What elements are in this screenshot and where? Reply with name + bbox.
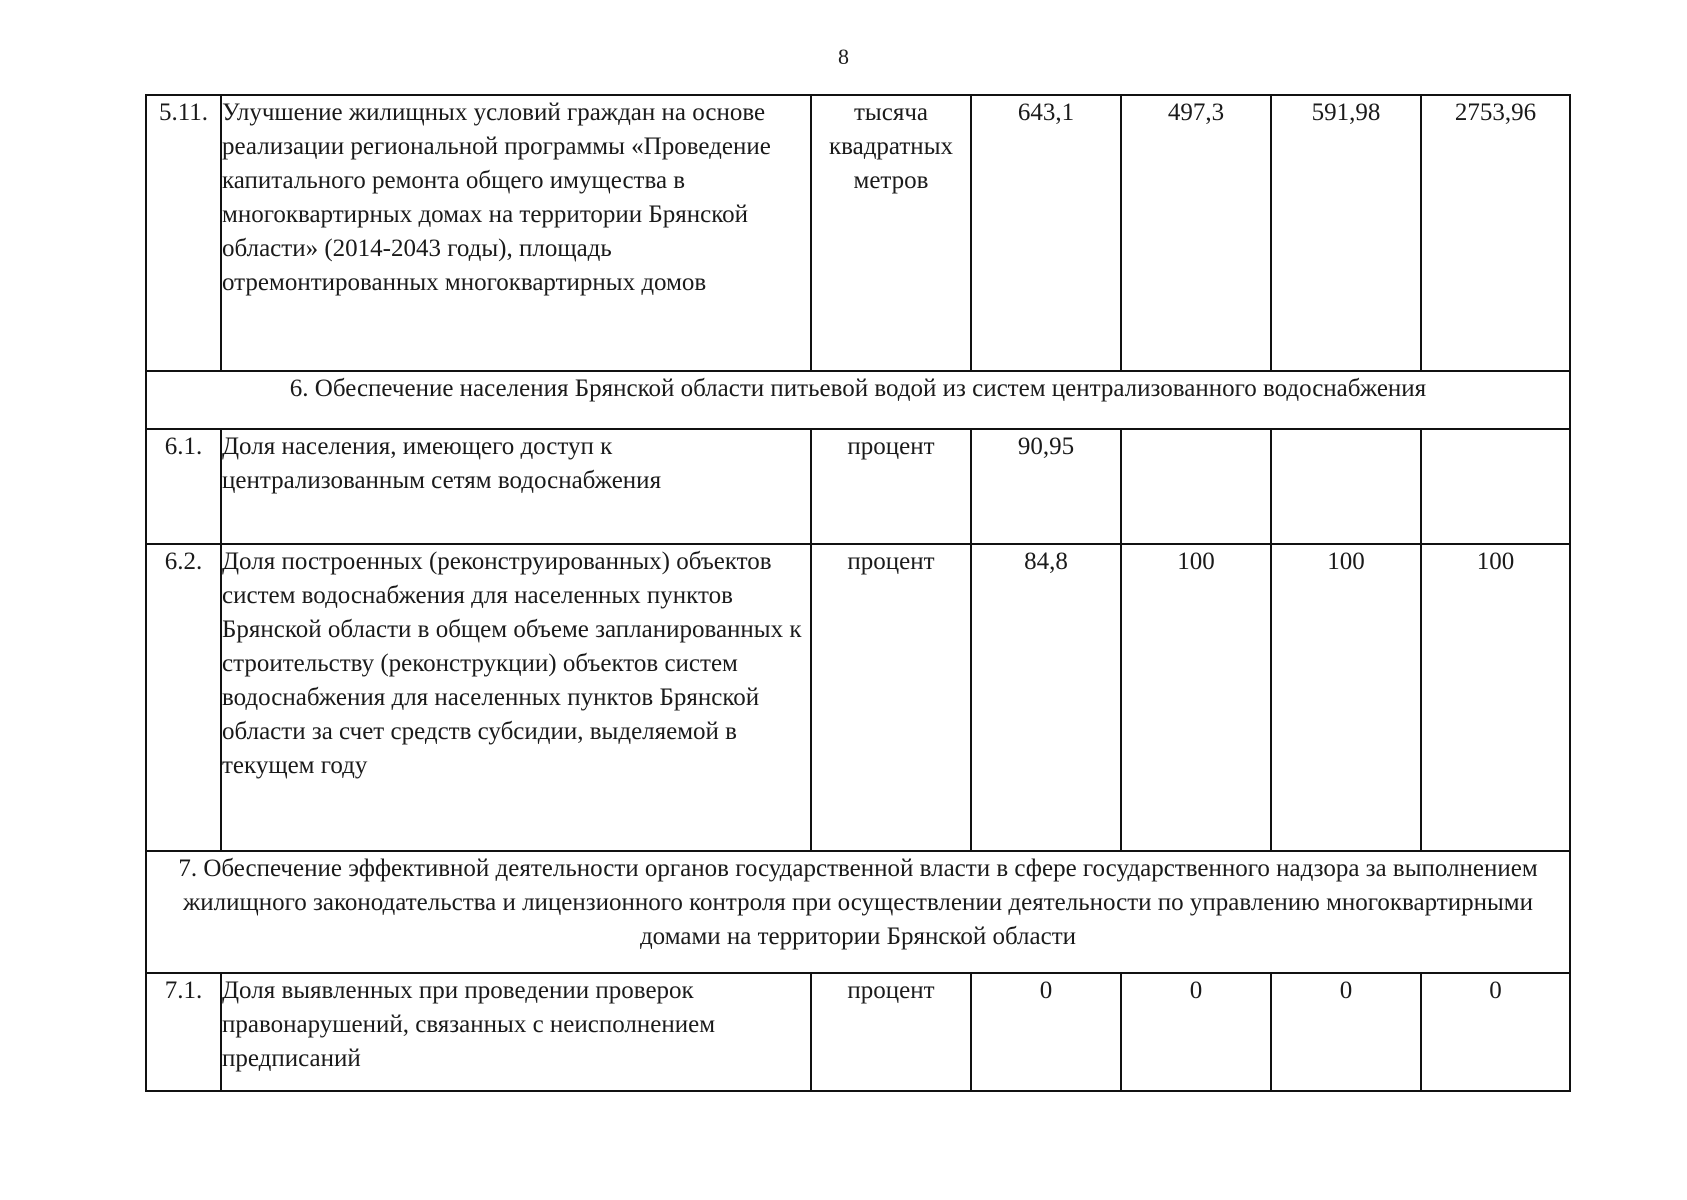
value-cell: 497,3: [1121, 95, 1271, 371]
value-cell: 591,98: [1271, 95, 1421, 371]
value-cell: 0: [971, 973, 1121, 1091]
indicator-name: Доля населения, имеющего доступ к централизованным сетям водоснабжения: [221, 429, 811, 544]
unit-of-measure: процент: [811, 544, 971, 851]
value-cell: 84,8: [971, 544, 1121, 851]
indicator-name: Доля построенных (реконструированных) объектов систем водоснабжения для населенных пунктов Брянской области в общем объеме запланированных к строительству (реконструкции) объектов систем водоснабжения для населенных пунктов Брянской области за счет средств субсидии, выделяемой в текущем году: [221, 544, 811, 851]
unit-of-measure: тысяча квадратных метров: [811, 95, 971, 371]
value-cell: 643,1: [971, 95, 1121, 371]
indicator-name: Доля выявленных при проведении проверок правонарушений, связанных с неисполнением предписаний: [221, 973, 811, 1091]
value-cell: 90,95: [971, 429, 1121, 544]
unit-of-measure: процент: [811, 429, 971, 544]
value-cell: 0: [1421, 973, 1570, 1091]
value-cell: [1421, 429, 1570, 544]
row-number: 7.1.: [146, 973, 221, 1091]
row-number: 6.2.: [146, 544, 221, 851]
indicator-name: Улучшение жилищных условий граждан на основе реализации региональной программы «Проведение капитального ремонта общего имущества в многоквартирных домах на территории Брянской области» (2014-2043 годы), площадь отремонтированных многоквартирных домов: [221, 95, 811, 371]
value-cell: [1271, 429, 1421, 544]
table-row-7-1: [146, 973, 1570, 1091]
table-row-6-2: [146, 544, 1570, 851]
row-number: 6.1.: [146, 429, 221, 544]
indicators-table: [145, 94, 1571, 1092]
value-cell: [1121, 429, 1271, 544]
unit-of-measure: процент: [811, 973, 971, 1091]
value-cell: 100: [1421, 544, 1570, 851]
value-cell: 2753,96: [1421, 95, 1570, 371]
value-cell: 0: [1121, 973, 1271, 1091]
section-heading: 7. Обеспечение эффективной деятельности органов государственной власти в сфере государственного надзора за выполнением жилищного законодательства и лицензионного контроля при осуществлении деятельности по управлению многоквартирными домами на территории Брянской области: [146, 851, 1570, 973]
section-row-7: [146, 851, 1570, 973]
row-number: 5.11.: [146, 95, 221, 371]
value-cell: 100: [1271, 544, 1421, 851]
table-row-6-1: [146, 429, 1570, 544]
value-cell: 0: [1271, 973, 1421, 1091]
page-number: 8: [838, 44, 849, 69]
value-cell: 100: [1121, 544, 1271, 851]
section-heading: 6. Обеспечение населения Брянской области питьевой водой из систем централизованного водоснабжения: [146, 371, 1570, 429]
section-row-6: [146, 371, 1570, 429]
table-row-5-11: [146, 95, 1570, 371]
